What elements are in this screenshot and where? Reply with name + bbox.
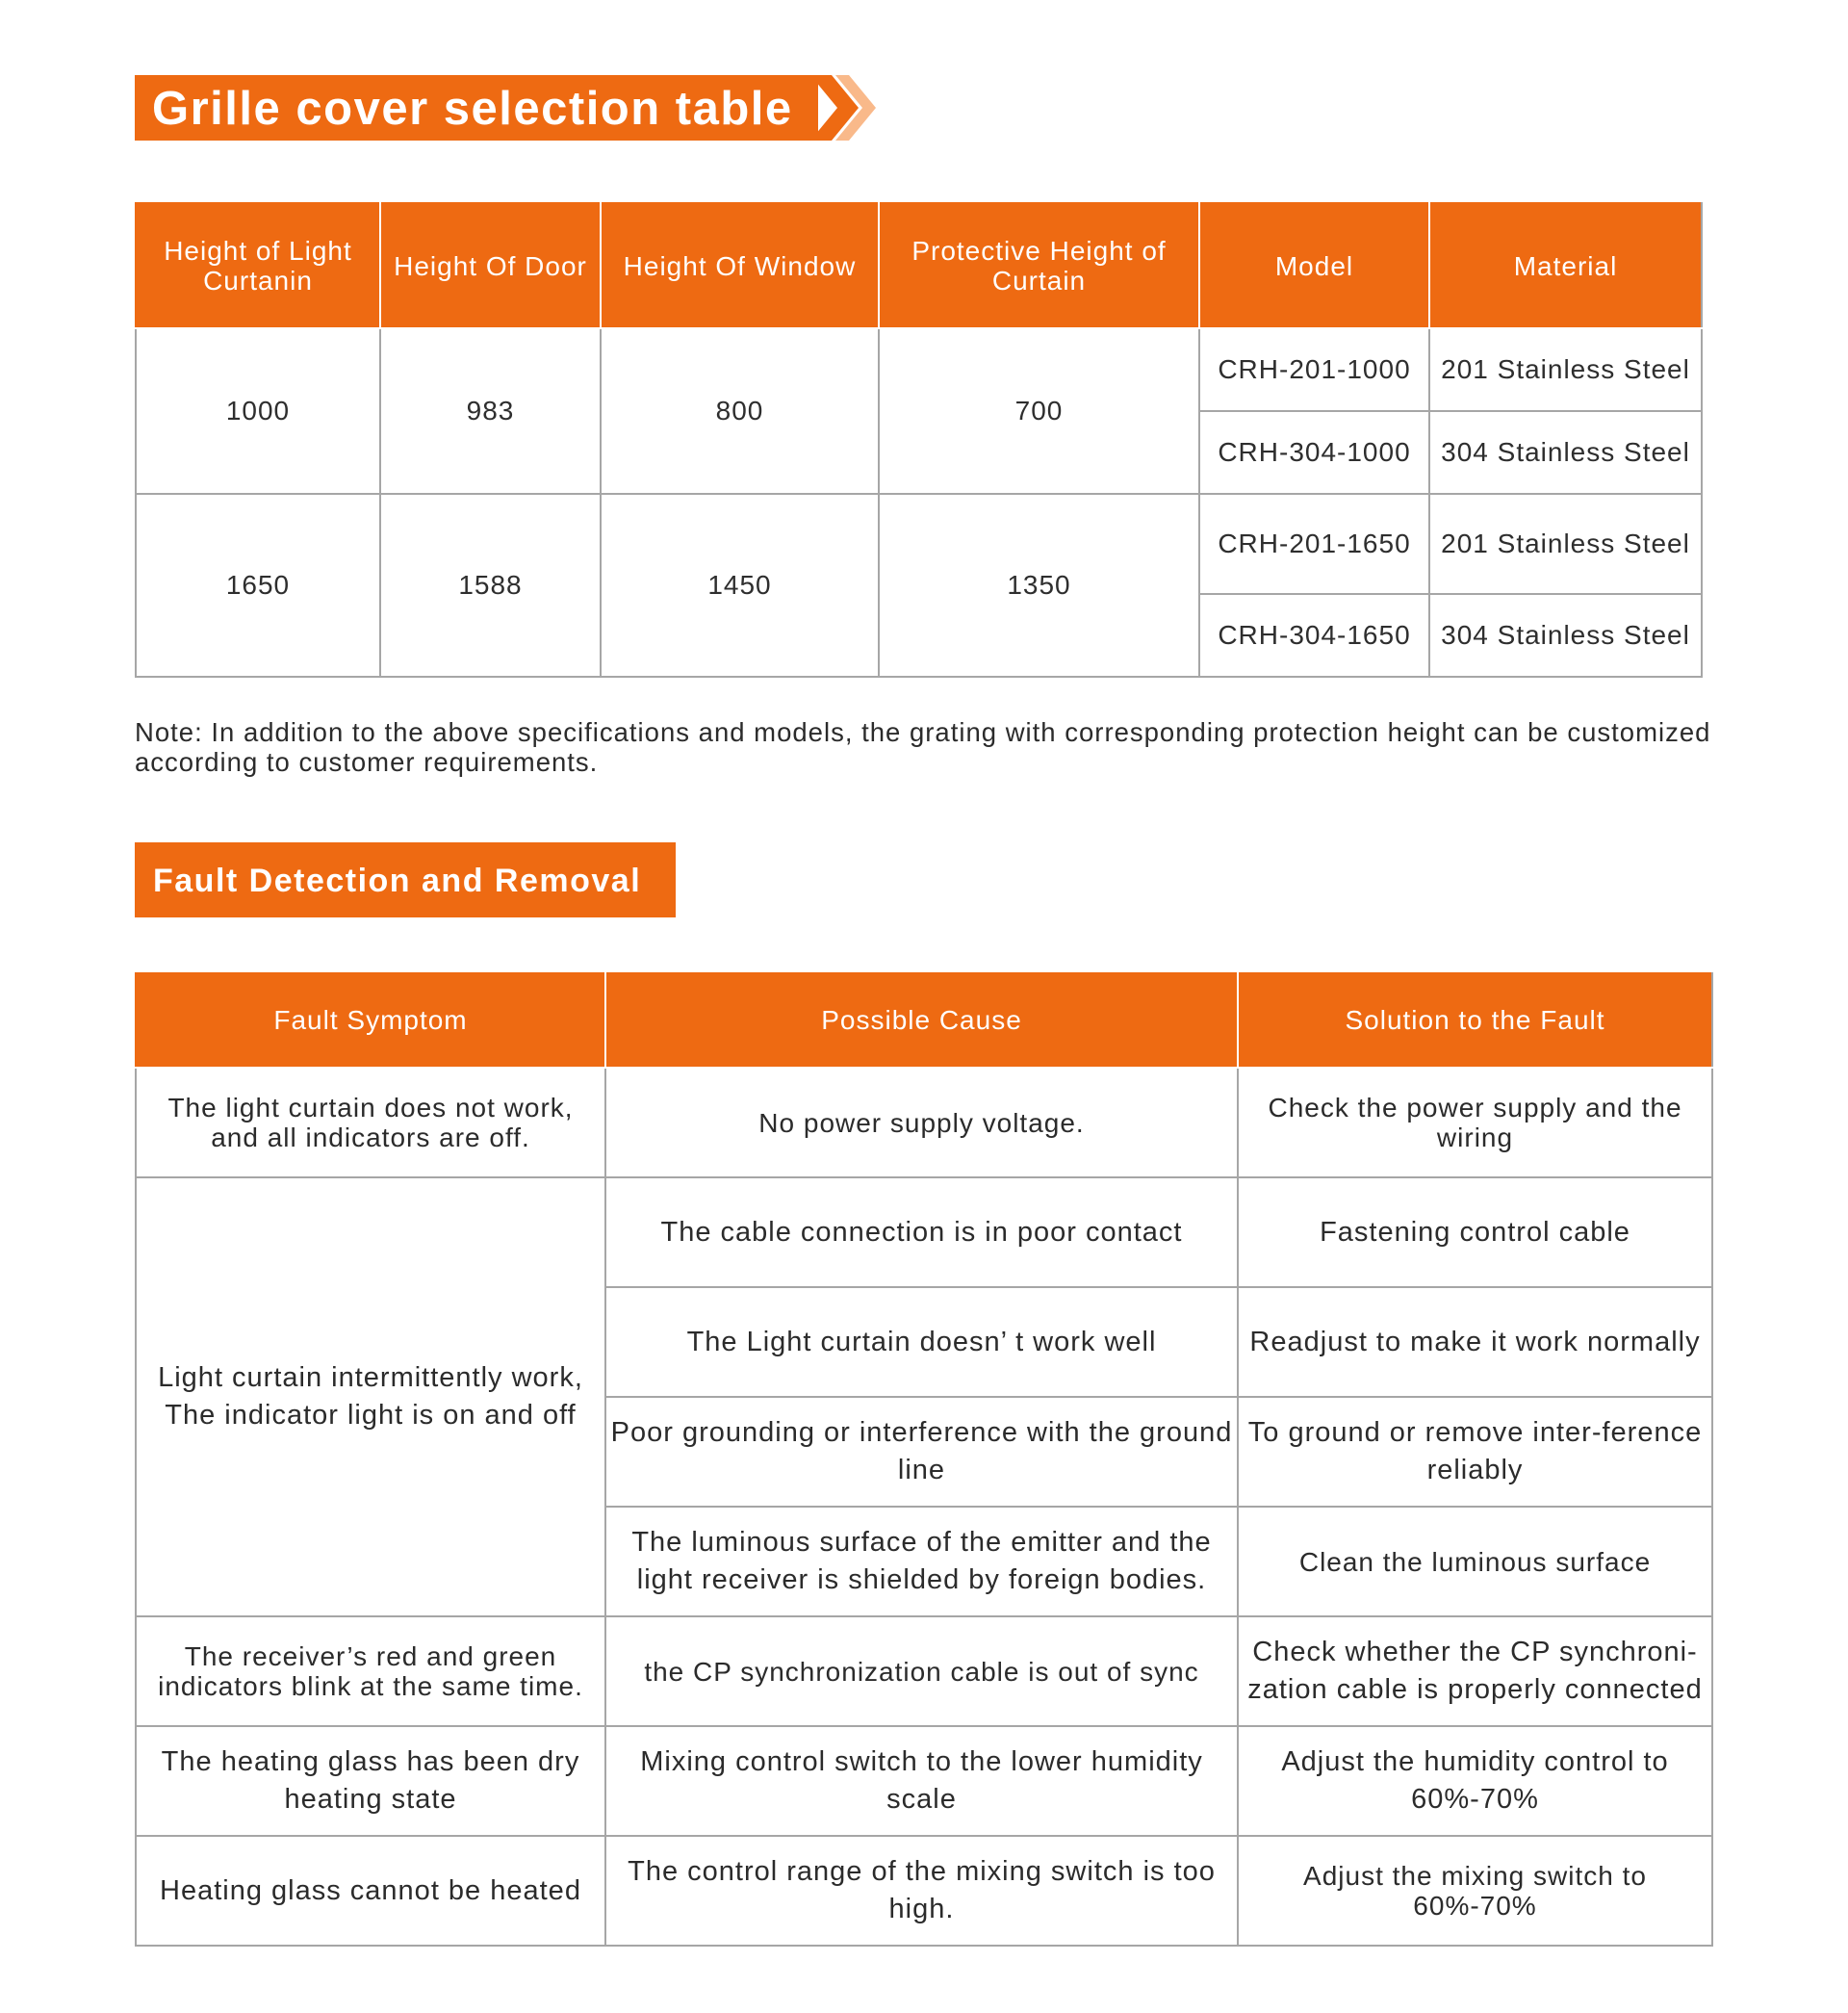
grille-selection-table: [135, 202, 1703, 678]
symptom-cell: The heating glass has been dry heating state: [136, 1726, 605, 1836]
material-cell: 201 Stainless Steel: [1429, 494, 1702, 594]
table-row: [136, 494, 1702, 594]
table-row: [136, 1726, 1712, 1836]
table-row: [136, 1836, 1712, 1946]
window-height-cell: 800: [601, 328, 879, 494]
table-row: [136, 1616, 1712, 1726]
fault-detection-table: [135, 972, 1713, 1947]
solution-cell: Adjust the mixing switch to 60%-70%: [1238, 1836, 1712, 1946]
cause-cell: The Light curtain doesn’ t work well: [605, 1287, 1238, 1397]
grille-title: Grille cover selection table: [135, 75, 818, 141]
cause-cell: The luminous surface of the emitter and the light receiver is shielded by foreign bodies.: [605, 1507, 1238, 1616]
model-cell: CRH-201-1000: [1199, 328, 1429, 411]
window-height-cell: 1450: [601, 494, 879, 677]
symptom-cell: The receiver’s red and green indicators blink at the same time.: [136, 1616, 605, 1726]
double-chevron-icon: [808, 75, 876, 141]
header-light-height: Height of Light Curtanin: [136, 203, 380, 328]
header-fault-symptom: Fault Symptom: [136, 973, 605, 1068]
table-header-row: [136, 973, 1712, 1068]
light-height-cell: 1000: [136, 328, 380, 494]
header-solution: Solution to the Fault: [1238, 973, 1712, 1068]
protective-height-cell: 700: [879, 328, 1199, 494]
solution-cell: Fastening control cable: [1238, 1177, 1712, 1287]
model-cell: CRH-304-1650: [1199, 594, 1429, 677]
table-row: [136, 328, 1702, 411]
material-cell: 304 Stainless Steel: [1429, 411, 1702, 494]
table-row: [136, 1068, 1712, 1177]
header-model: Model: [1199, 203, 1429, 328]
protective-height-cell: 1350: [879, 494, 1199, 677]
header-material: Material: [1429, 203, 1702, 328]
cause-cell: No power supply voltage.: [605, 1068, 1238, 1177]
header-possible-cause: Possible Cause: [605, 973, 1238, 1068]
cause-cell: The control range of the mixing switch is too high.: [605, 1836, 1238, 1946]
header-window-height: Height Of Window: [601, 203, 879, 328]
solution-cell: Adjust the humidity control to 60%-70%: [1238, 1726, 1712, 1836]
note-text: Note: In addition to the above specifications and models, the grating with corresponding protection height can be customized according to customer requirements.: [135, 717, 1711, 777]
cause-cell: Poor grounding or interference with the ground line: [605, 1397, 1238, 1507]
door-height-cell: 983: [380, 328, 601, 494]
cause-cell: the CP synchronization cable is out of sync: [605, 1616, 1238, 1726]
table-row: [136, 1177, 1712, 1287]
solution-cell: Check the power supply and the wiring: [1238, 1068, 1712, 1177]
light-height-cell: 1650: [136, 494, 380, 677]
solution-cell: Readjust to make it work normally: [1238, 1287, 1712, 1397]
cause-cell: Mixing control switch to the lower humidity scale: [605, 1726, 1238, 1836]
cause-cell: The cable connection is in poor contact: [605, 1177, 1238, 1287]
table-header-row: [136, 203, 1702, 328]
header-protective-height: Protective Height of Curtain: [879, 203, 1199, 328]
fault-title-banner: Fault Detection and Removal: [135, 842, 676, 917]
header-door-height: Height Of Door: [380, 203, 601, 328]
symptom-cell: Light curtain intermittently work, The indicator light is on and off: [136, 1177, 605, 1616]
solution-cell: Clean the luminous surface: [1238, 1507, 1712, 1616]
model-cell: CRH-304-1000: [1199, 411, 1429, 494]
door-height-cell: 1588: [380, 494, 601, 677]
symptom-cell: Heating glass cannot be heated: [136, 1836, 605, 1946]
material-cell: 201 Stainless Steel: [1429, 328, 1702, 411]
solution-cell: To ground or remove inter-ference reliably: [1238, 1397, 1712, 1507]
material-cell: 304 Stainless Steel: [1429, 594, 1702, 677]
solution-cell: Check whether the CP synchroni-zation cable is properly connected: [1238, 1616, 1712, 1726]
model-cell: CRH-201-1650: [1199, 494, 1429, 594]
symptom-cell: The light curtain does not work, and all indicators are off.: [136, 1068, 605, 1177]
